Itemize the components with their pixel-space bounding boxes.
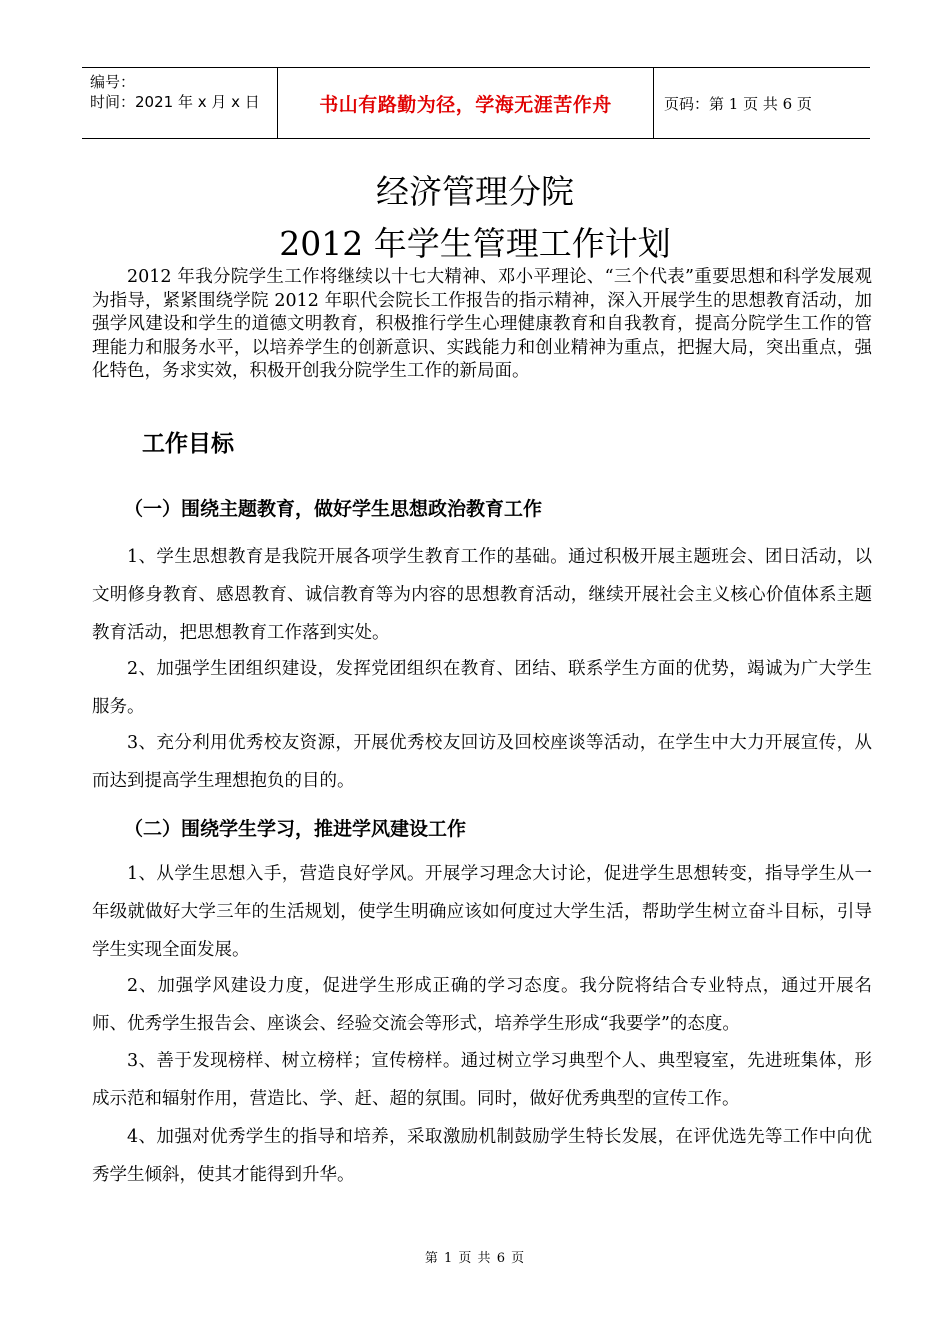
section2-paragraph-4: 4、加强对优秀学生的指导和培养，采取激励机制鼓励学生特长发展，在评优选先等工作中向优秀学生倾斜，使其才能得到升华。 (92, 1127, 872, 1185)
section1-paragraph-2: 2、加强学生团组织建设，发挥党团组织在教育、团结、联系学生方面的优势，竭诚为广大学生服务。 (92, 659, 872, 717)
header-meta (82, 68, 278, 138)
motto-text: 书山有路勤为径，学海无涯苦作舟 (319, 93, 612, 116)
number-label: 编号： (90, 73, 136, 91)
document-header (82, 67, 870, 139)
document-title-line2: 2012 年学生管理工作计划 (279, 224, 671, 263)
section2-paragraph-3: 3、善于发现榜样、树立榜样；宣传榜样。通过树立学习典型个人、典型寝室，先进班集体，形成示范和辐射作用，营造比、学、赶、超的氛围。同时，做好优秀典型的宣传工作。 (92, 1051, 872, 1109)
section1-paragraph-3: 3、充分利用优秀校友资源，开展优秀校友回访及回校座谈等活动，在学生中大力开展宣传，从而达到提高学生理想抱负的目的。 (92, 733, 872, 791)
document-title-line1: 经济管理分院 (376, 172, 574, 211)
goal-heading: 工作目标 (142, 431, 234, 457)
section1-paragraph-1: 1、学生思想教育是我院开展各项学生教育工作的基础。通过积极开展主题班会、团日活动，以文明修身教育、感恩教育、诚信教育等为内容的思想教育活动，继续开展社会主义核心价值体系主题教育活动，把思想教育工作落到实处。 (92, 547, 872, 643)
section2-heading: （二）围绕学生学习，推进学风建设工作 (124, 818, 467, 840)
header-page-info: 页码：第 1 页 共 6 页 (664, 94, 812, 113)
page-footer: 第 1 页 共 6 页 (424, 1251, 526, 1266)
section2-paragraph-1: 1、从学生思想入手，营造良好学风。开展学习理念大讨论，促进学生思想转变，指导学生从一年级就做好大学三年的生活规划，使学生明确应该如何度过大学生活，帮助学生树立奋斗目标，引导学生实现全面发展。 (92, 864, 872, 960)
intro-paragraph: 2012 年我分院学生工作将继续以十七大精神、邓小平理论、“三个代表”重要思想和科学发展观为指导，紧紧围绕学院 2012 年职代会院长工作报告的指示精神，深入开展学生的思想教育活动，加强学风建设和学生的道德文明教育，积极推行学生心理健康教育和自我教育，提高分院学生工作的管理能力和服务水平，以培养学生的创新意识、实践能力和创业精神为重点，把握大局，突出重点，强化特色，务求实效，积极开创我分院学生工作的新局面。 (92, 267, 872, 381)
time-label: 时间：2021 年 x 月 x 日 (90, 93, 260, 111)
header-motto-cell (278, 68, 654, 138)
section1-heading: （一）围绕主题教育，做好学生思想政治教育工作 (124, 498, 543, 520)
section2-paragraph-2: 2、加强学风建设力度，促进学生形成正确的学习态度。我分院将结合专业特点，通过开展名师、优秀学生报告会、座谈会、经验交流会等形式，培养学生形成“我要学”的态度。 (92, 976, 872, 1034)
